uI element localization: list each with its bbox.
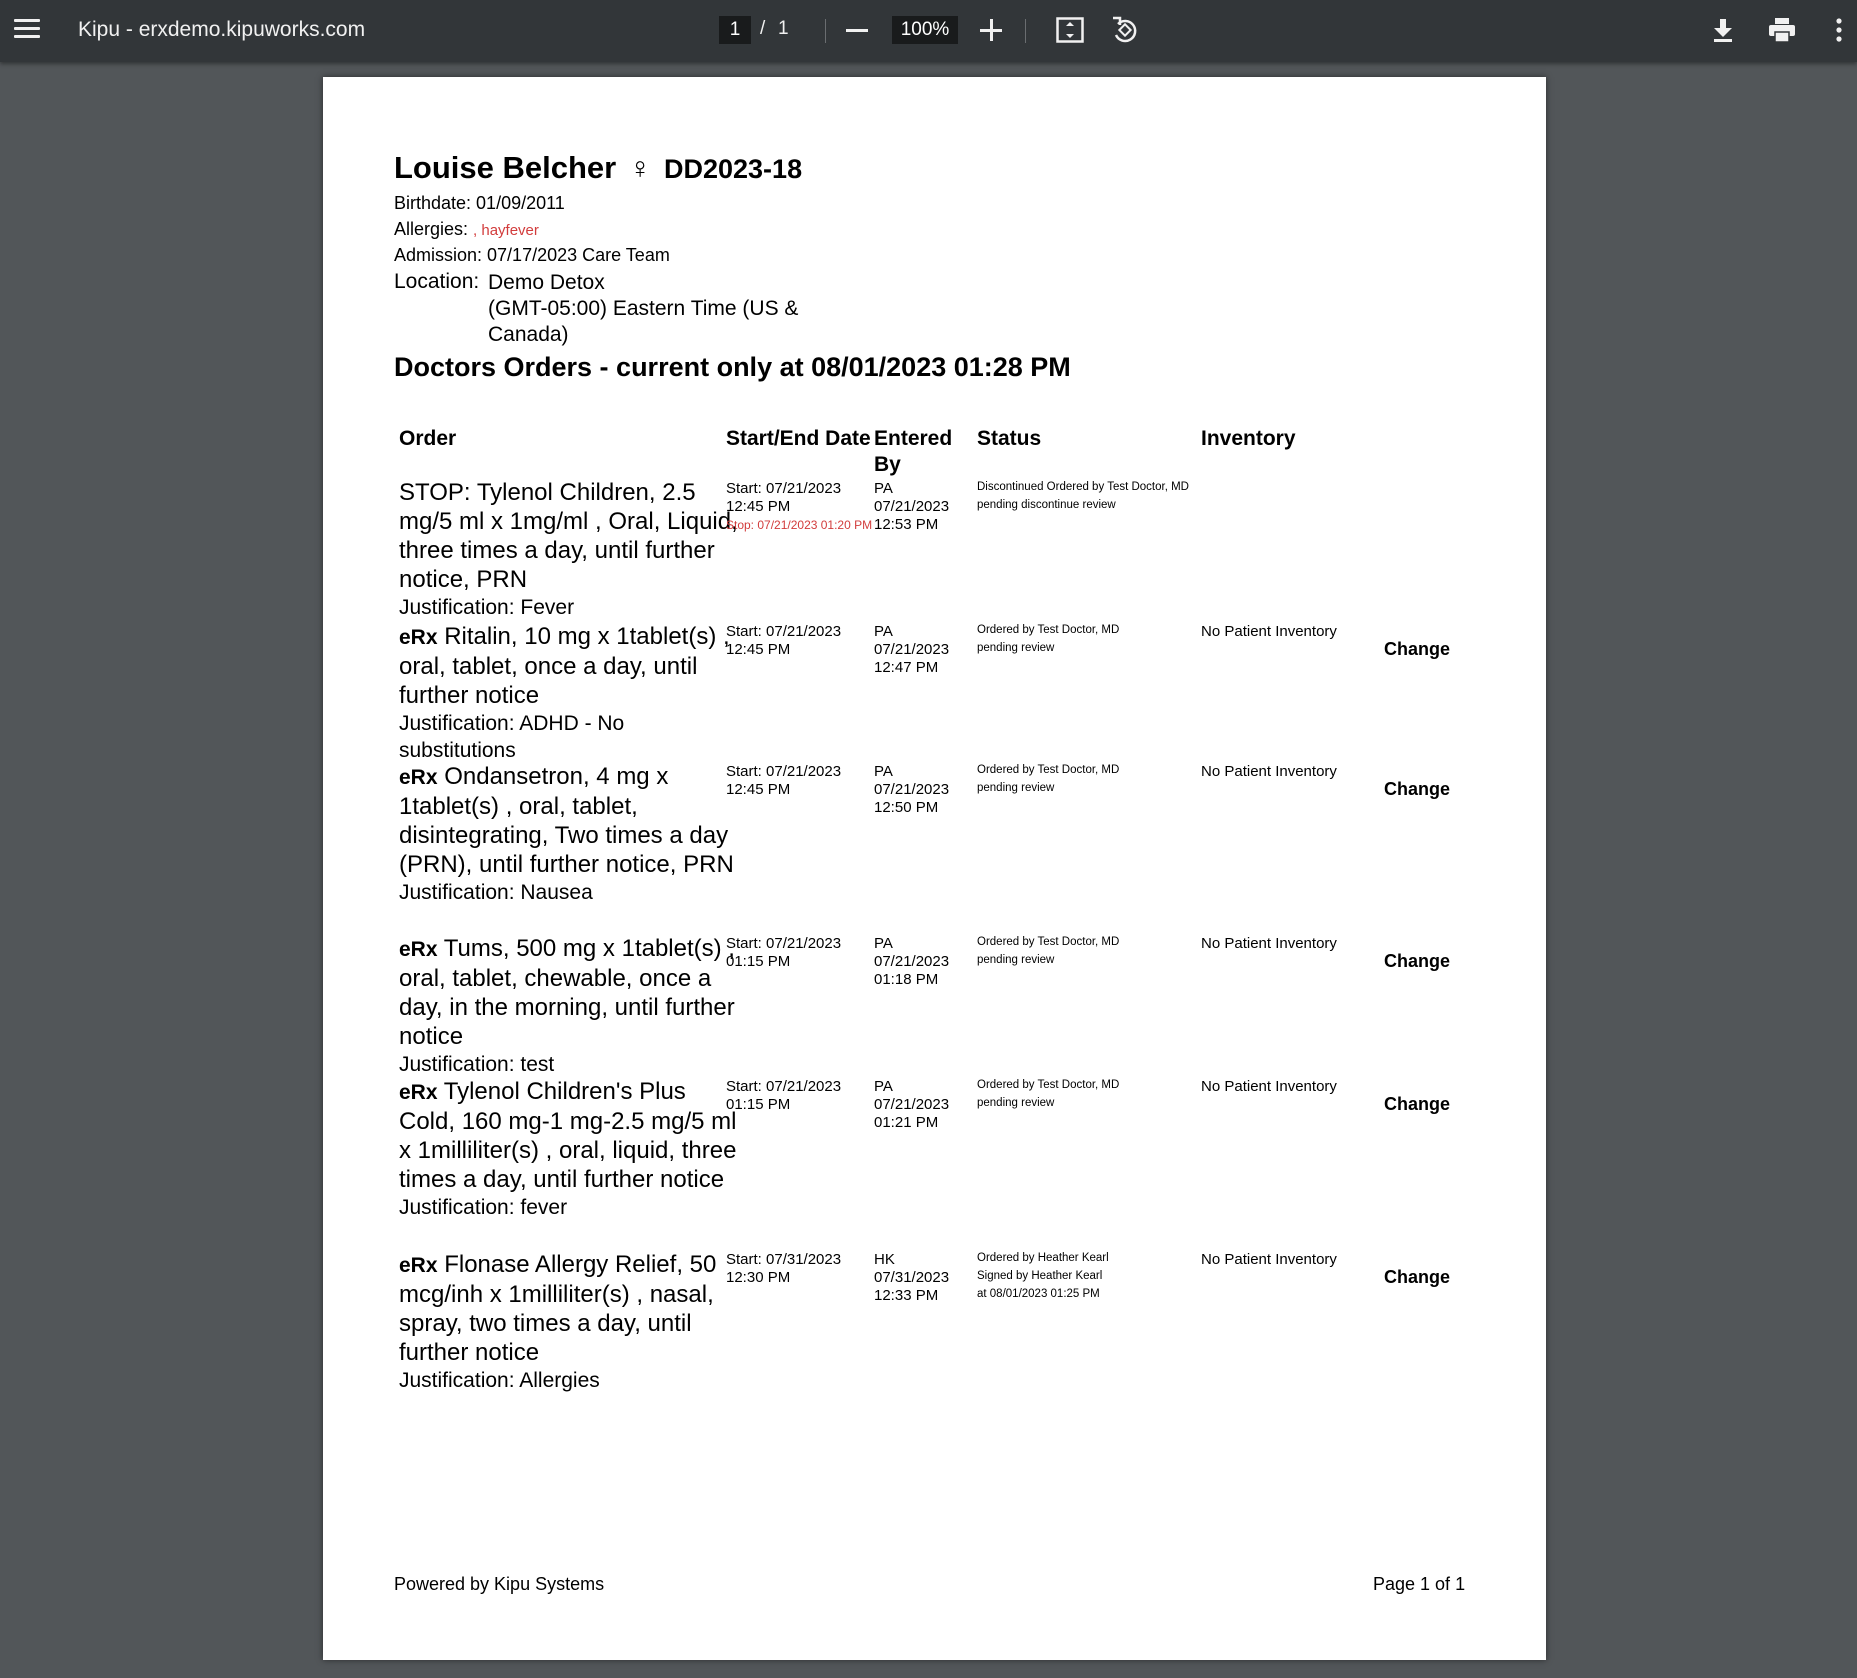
order-start: Start: 07/21/2023 01:15 PM xyxy=(726,1078,842,1113)
order-text: Tylenol Children's Plus Cold, 160 mg-1 mg-2.5 mg/5 ml x 1milliliter(s) , oral, liquid, three times a day, until further notice xyxy=(399,1078,737,1193)
order-justification: Justification: Nausea xyxy=(399,881,593,904)
order-dates xyxy=(726,623,876,659)
page-number-input[interactable]: 1 xyxy=(719,16,751,44)
pdf-page xyxy=(323,77,1546,1660)
entered-by-datetime: 07/21/2023 01:18 PM xyxy=(874,953,950,988)
erx-label: eRx xyxy=(399,938,438,961)
order-dates xyxy=(726,1078,876,1114)
entered-by-initials: PA xyxy=(874,480,893,497)
order-status xyxy=(977,1249,1207,1303)
order-entered-by xyxy=(874,623,964,677)
order-status xyxy=(977,621,1207,657)
order-description xyxy=(399,1250,739,1394)
entered-by-datetime: 07/21/2023 12:47 PM xyxy=(874,641,950,676)
order-start: Start: 07/31/2023 12:30 PM xyxy=(726,1251,842,1286)
order-inventory: No Patient Inventory xyxy=(1201,1251,1337,1268)
status-line: pending review xyxy=(977,642,1055,654)
order-status xyxy=(977,478,1207,514)
footer-powered-by: Powered by Kipu Systems xyxy=(394,1574,605,1594)
order-entered-by xyxy=(874,480,964,534)
column-header-order: Order xyxy=(399,427,457,450)
download-icon[interactable] xyxy=(1712,17,1734,43)
order-description xyxy=(399,622,739,764)
order-entered-by xyxy=(874,1078,964,1132)
patient-name: Louise Belcher xyxy=(394,150,617,185)
change-order-button[interactable]: Change xyxy=(1384,951,1451,971)
order-inventory: No Patient Inventory xyxy=(1201,623,1337,640)
allergies-value: , hayfever xyxy=(473,222,539,239)
allergies-label: Allergies: xyxy=(394,219,474,239)
status-line: Ordered by Test Doctor, MD xyxy=(977,936,1120,948)
order-justification: Justification: Allergies xyxy=(399,1369,600,1392)
entered-by-datetime: 07/31/2023 12:33 PM xyxy=(874,1269,950,1304)
patient-header xyxy=(394,150,802,186)
order-description xyxy=(399,1077,739,1221)
order-justification: Justification: test xyxy=(399,1053,555,1076)
order-stop: Stop: 07/21/2023 01:20 PM xyxy=(726,518,873,532)
order-dates xyxy=(726,1251,876,1287)
order-dates xyxy=(726,763,876,799)
order-description xyxy=(399,934,739,1078)
entered-by-datetime: 07/21/2023 12:50 PM xyxy=(874,781,950,816)
location-timezone: (GMT-05:00) Eastern Time (US & Canada) xyxy=(488,297,799,346)
order-status xyxy=(977,933,1207,969)
gender-icon: ♀ xyxy=(628,152,652,185)
order-status xyxy=(977,1076,1207,1112)
status-line: Ordered by Heather Kearl xyxy=(977,1252,1109,1264)
order-inventory: No Patient Inventory xyxy=(1201,1078,1337,1095)
toolbar-divider xyxy=(825,19,826,43)
status-line: Ordered by Test Doctor, MD xyxy=(977,1079,1120,1091)
page-separator: / xyxy=(760,18,766,39)
status-line: Signed by Heather Kearl xyxy=(977,1270,1103,1282)
order-start: Start: 07/21/2023 12:45 PM xyxy=(726,480,842,515)
column-header-dates: Start/End Date xyxy=(726,427,871,450)
erx-label: eRx xyxy=(399,1254,438,1277)
entered-by-datetime: 07/21/2023 12:53 PM xyxy=(874,498,950,533)
order-text: Flonase Allergy Relief, 50 mcg/inh x 1milliliter(s) , nasal, spray, two times a day, until further notice xyxy=(399,1251,717,1366)
order-status xyxy=(977,761,1207,797)
column-header-entered-by: Entered By xyxy=(874,427,953,476)
location-value xyxy=(488,270,808,348)
document-title: Kipu - erxdemo.kipuworks.com xyxy=(78,18,366,41)
change-order-button[interactable]: Change xyxy=(1384,779,1451,799)
order-dates xyxy=(726,480,876,534)
order-inventory: No Patient Inventory xyxy=(1201,935,1337,952)
admission: Admission: 07/17/2023 Care Team xyxy=(394,245,670,265)
fit-to-page-icon[interactable] xyxy=(1056,17,1084,43)
status-line: at 08/01/2023 01:25 PM xyxy=(977,1288,1100,1300)
toolbar-divider xyxy=(1025,19,1026,43)
order-dates xyxy=(726,935,876,971)
order-text: STOP: Tylenol Children, 2.5 mg/5 ml x 1mg/ml , Oral, Liquid, three times a day, until further notice, PRN xyxy=(399,479,738,593)
status-line: pending review xyxy=(977,782,1055,794)
zoom-in-icon[interactable] xyxy=(980,19,1002,41)
entered-by-initials: PA xyxy=(874,1078,893,1095)
entered-by-initials: PA xyxy=(874,763,893,780)
location-name: Demo Detox xyxy=(488,271,605,294)
menu-icon[interactable] xyxy=(14,19,40,41)
column-header-status: Status xyxy=(977,427,1042,450)
location-label: Location: xyxy=(394,270,480,293)
zoom-level-input[interactable]: 100% xyxy=(892,16,958,44)
order-justification: Justification: Fever xyxy=(399,596,575,619)
status-line: Ordered by Test Doctor, MD xyxy=(977,764,1120,776)
order-text: Ondansetron, 4 mg x 1tablet(s) , oral, tablet, disintegrating, Two times a day (PRN), until further notice, PRN xyxy=(399,763,734,878)
entered-by-initials: PA xyxy=(874,623,893,640)
order-inventory: No Patient Inventory xyxy=(1201,763,1337,780)
order-description xyxy=(399,478,739,621)
change-order-button[interactable]: Change xyxy=(1384,1094,1451,1114)
entered-by-initials: HK xyxy=(874,1251,895,1268)
entered-by-datetime: 07/21/2023 01:21 PM xyxy=(874,1096,950,1131)
order-start: Start: 07/21/2023 12:45 PM xyxy=(726,763,842,798)
change-order-button[interactable]: Change xyxy=(1384,1267,1451,1287)
zoom-out-icon[interactable] xyxy=(846,29,868,32)
status-line: Discontinued Ordered by Test Doctor, MD xyxy=(977,481,1189,493)
order-justification: Justification: fever xyxy=(399,1196,568,1219)
erx-label: eRx xyxy=(399,1081,438,1104)
more-options-icon[interactable] xyxy=(1836,18,1842,42)
rotate-icon[interactable] xyxy=(1110,15,1138,45)
orders-title: Doctors Orders - current only at 08/01/2023 01:28 PM xyxy=(394,352,1071,382)
order-entered-by xyxy=(874,935,964,989)
change-order-button[interactable]: Change xyxy=(1384,639,1451,659)
status-line: pending review xyxy=(977,954,1055,966)
entered-by-initials: PA xyxy=(874,935,893,952)
order-description xyxy=(399,762,739,906)
order-text: Tums, 500 mg x 1tablet(s) , oral, tablet, chewable, once a day, in the morning, until further notice xyxy=(399,935,735,1050)
allergies xyxy=(394,219,539,240)
order-start: Start: 07/21/2023 01:15 PM xyxy=(726,935,842,970)
footer-page-number: Page 1 of 1 xyxy=(1373,1574,1466,1594)
order-justification: Justification: ADHD - No substitutions xyxy=(399,712,625,762)
order-text: Ritalin, 10 mg x 1tablet(s) , oral, tablet, once a day, until further notice xyxy=(399,623,730,709)
column-header-inventory: Inventory xyxy=(1201,427,1296,450)
erx-label: eRx xyxy=(399,626,438,649)
erx-label: eRx xyxy=(399,766,438,789)
page-total: 1 xyxy=(778,18,789,39)
status-line: pending discontinue review xyxy=(977,499,1116,511)
pdf-viewer-toolbar xyxy=(0,0,1857,62)
order-entered-by xyxy=(874,1251,964,1305)
status-line: pending review xyxy=(977,1097,1055,1109)
order-entered-by xyxy=(874,763,964,817)
order-start: Start: 07/21/2023 12:45 PM xyxy=(726,623,842,658)
status-line: Ordered by Test Doctor, MD xyxy=(977,624,1120,636)
patient-id: DD2023-18 xyxy=(664,154,803,184)
print-icon[interactable] xyxy=(1768,17,1796,43)
birthdate: Birthdate: 01/09/2011 xyxy=(394,193,565,213)
